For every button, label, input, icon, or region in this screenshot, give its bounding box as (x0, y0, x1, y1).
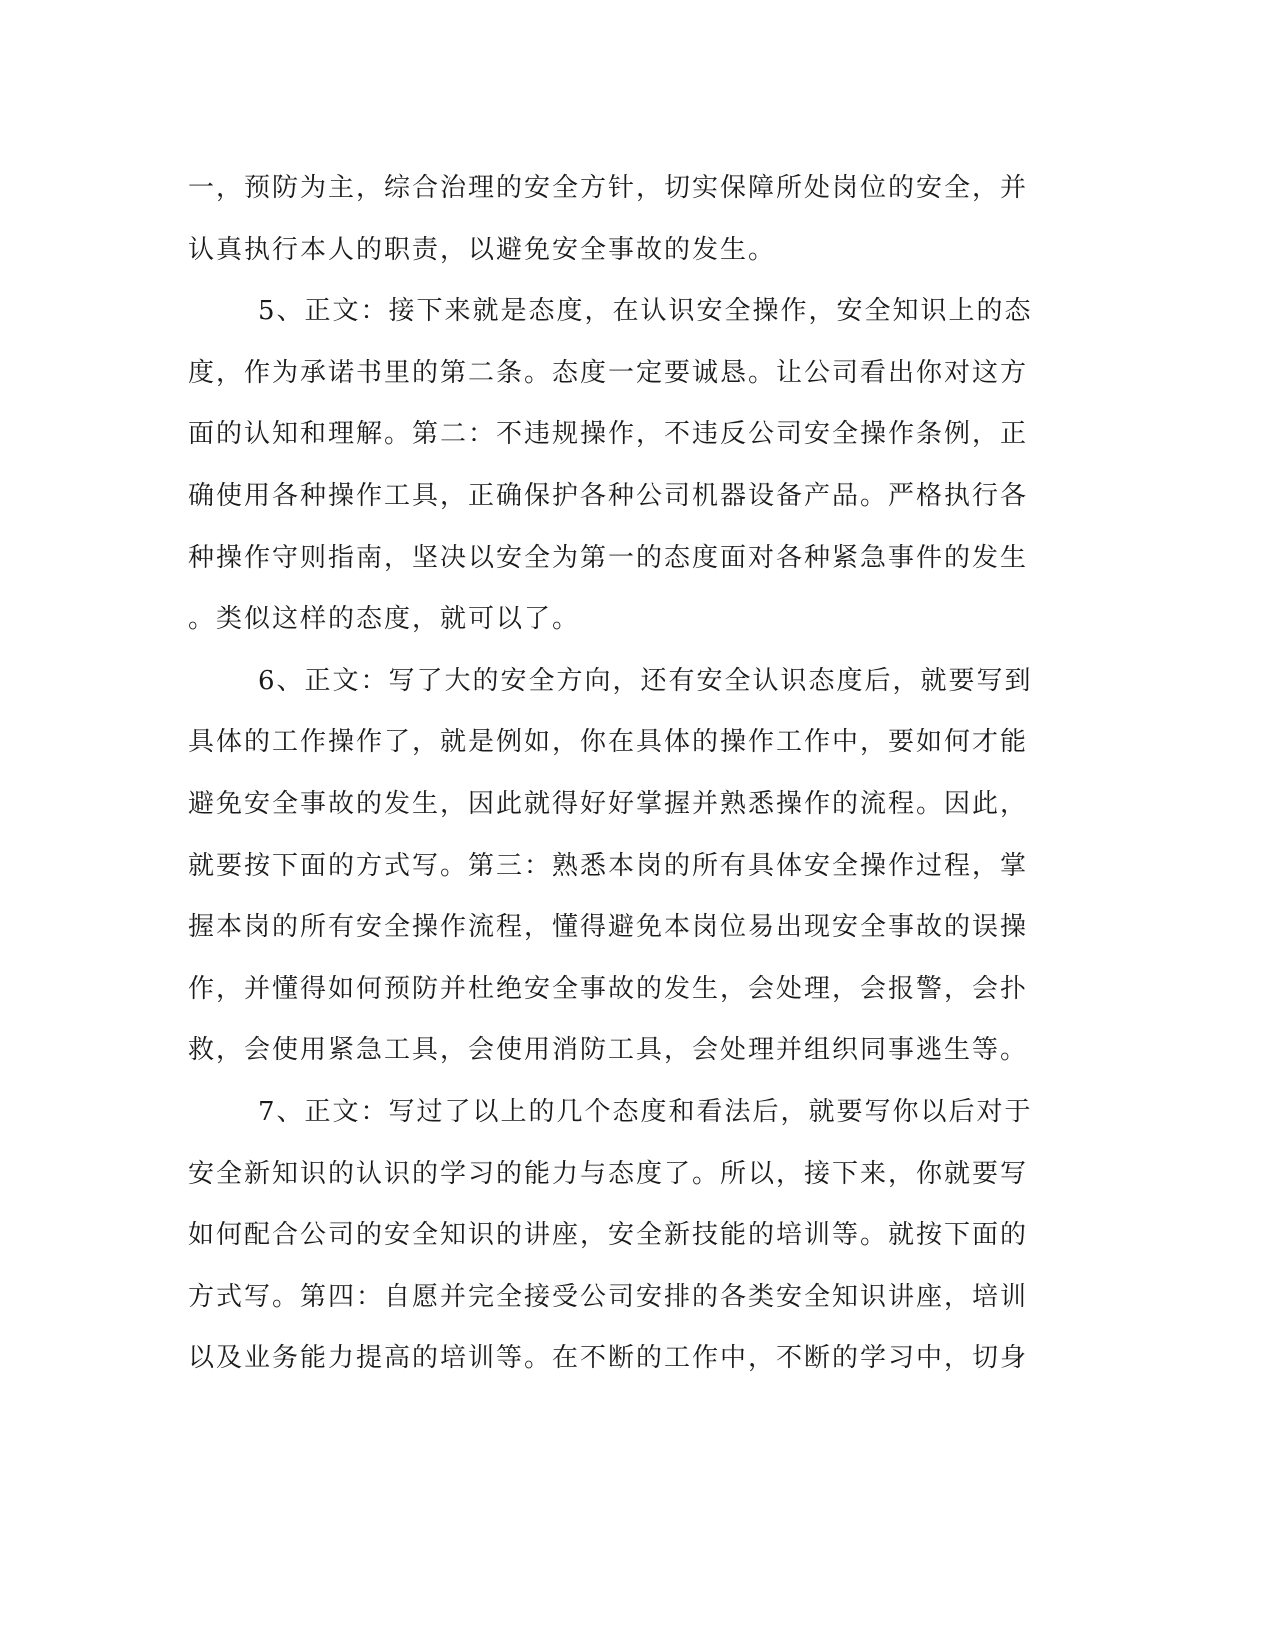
paragraph-6-first-line: 6、正文：写了大的安全方向，还有安全认识态度后，就要写到 (258, 665, 1033, 696)
document-body (188, 158, 1058, 1390)
text-line: 方式写。第四：自愿并完全接受公司安排的各类安全知识讲座，培训 (188, 1281, 1029, 1312)
text-line: 就要按下面的方式写。第三：熟悉本岗的所有具体安全操作过程，掌 (188, 850, 1029, 881)
text-line: 。类似这样的态度，就可以了。 (188, 604, 581, 635)
text-line: 种操作守则指南，坚决以安全为第一的态度面对各种紧急事件的发生 (188, 542, 1029, 573)
text-line: 确使用各种操作工具，正确保护各种公司机器设备产品。严格执行各 (188, 480, 1029, 511)
text-line: 面的认知和理解。第二：不违规操作，不违反公司安全操作条例，正 (188, 419, 1029, 450)
text-line: 如何配合公司的安全知识的讲座，安全新技能的培训等。就按下面的 (188, 1220, 1029, 1251)
text-line: 握本岗的所有安全操作流程，懂得避免本岗位易出现安全事故的误操 (188, 912, 1029, 943)
text-line: 具体的工作操作了，就是例如，你在具体的操作工作中，要如何才能 (188, 727, 1029, 758)
text-line: 作，并懂得如何预防并杜绝安全事故的发生，会处理，会报警，会扑 (188, 973, 1029, 1004)
paragraph-7-first-line: 7、正文：写过了以上的几个态度和看法后，就要写你以后对于 (258, 1096, 1033, 1127)
text-line: 认真执行本人的职责，以避免安全事故的发生。 (188, 234, 777, 265)
text-line: 度，作为承诺书里的第二条。态度一定要诚恳。让公司看出你对这方 (188, 357, 1029, 388)
text-line: 救，会使用紧急工具，会使用消防工具，会处理并组织同事逃生等。 (188, 1035, 1029, 1066)
paragraph-5-first-line: 5、正文：接下来就是态度，在认识安全操作，安全知识上的态 (258, 296, 1033, 327)
text-line: 安全新知识的认识的学习的能力与态度了。所以，接下来，你就要写 (188, 1158, 1029, 1189)
text-line: 避免安全事故的发生，因此就得好好掌握并熟悉操作的流程。因此， (188, 788, 1029, 819)
text-line: 一，预防为主，综合治理的安全方针，切实保障所处岗位的安全，并 (188, 173, 1029, 203)
text-line: 以及业务能力提高的培训等。在不断的工作中，不断的学习中，切身 (188, 1343, 1029, 1374)
